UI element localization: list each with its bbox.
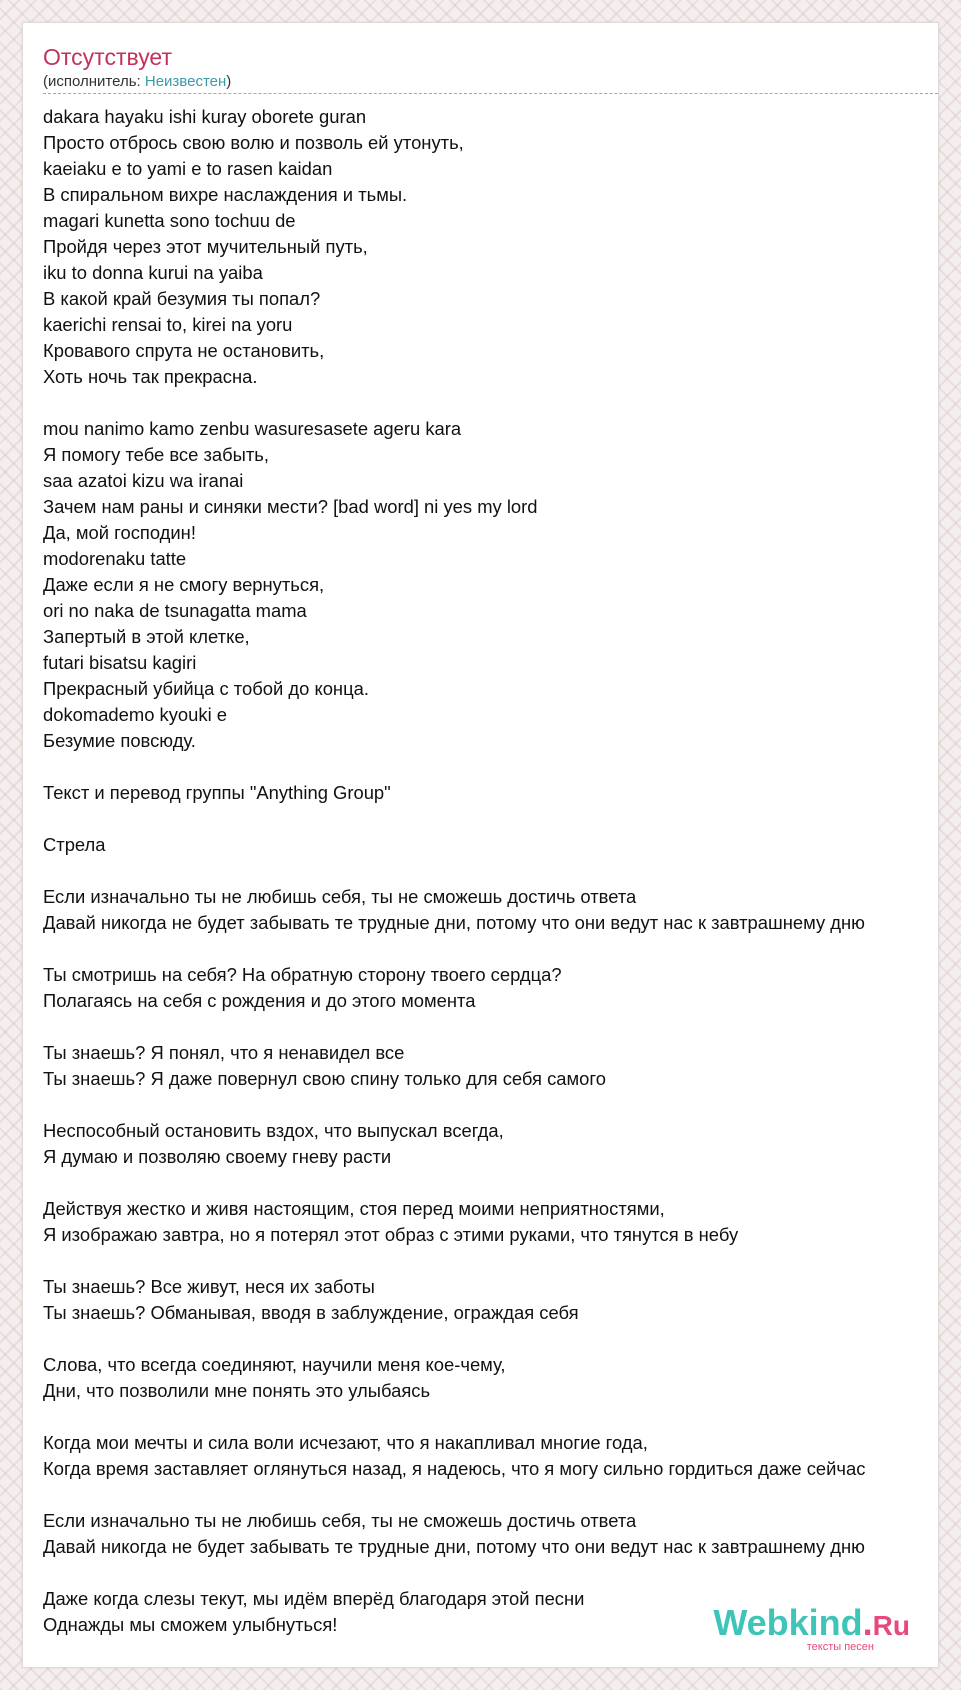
lyric-line: Хоть ночь так прекрасна. [43, 366, 258, 387]
lyric-blank-line [43, 1170, 939, 1196]
logo-name: Webkind [713, 1602, 863, 1643]
lyric-blank-line [43, 806, 939, 832]
lyric-line: Да, мой господин! [43, 522, 196, 543]
lyric-line: Я помогу тебе все забыть, [43, 444, 269, 465]
lyric-blank-line [43, 936, 939, 962]
lyric-line: Ты знаешь? Я даже повернул свою спину только для себя самого [43, 1068, 606, 1089]
lyric-line: ori no naka de tsunagatta mama [43, 600, 307, 621]
lyric-blank-line [43, 1248, 939, 1274]
lyric-line: futari bisatsu kagiri [43, 652, 197, 673]
lyric-line: В спиральном вихре наслаждения и тьмы. [43, 184, 408, 205]
lyric-line: Если изначально ты не любишь себя, ты не сможешь достичь ответа [43, 1510, 637, 1531]
lyric-line: Пройдя через этот мучительный путь, [43, 236, 368, 257]
song-header [43, 43, 920, 92]
lyric-line: dokomademo kyouki e [43, 704, 228, 725]
lyric-blank-line [43, 754, 939, 780]
lyric-line: Однажды мы сможем улыбнуться! [43, 1614, 338, 1635]
lyric-line: Если изначально ты не любишь себя, ты не сможешь достичь ответа [43, 886, 637, 907]
lyric-line: Прекрасный убийца с тобой до конца. [43, 678, 369, 699]
lyric-line: Давай никогда не будет забывать те трудные дни, потому что они ведут нас к завтрашнему дню [43, 912, 865, 933]
lyric-line: Слова, что всегда соединяют, научили меня кое-чему, [43, 1354, 506, 1375]
lyric-line: mou nanimo kamo zenbu wasuresasete ageru kara [43, 418, 462, 439]
lyric-line: Просто отбрось свою волю и позволь ей утонуть, [43, 132, 464, 153]
lyric-line: Я изображаю завтра, но я потерял этот образ с этими руками, что тянутся в небу [43, 1224, 739, 1245]
lyric-line: Стрела [43, 834, 106, 855]
lyric-line: Дни, что позволили мне понять это улыбаясь [43, 1380, 431, 1401]
lyrics-card [22, 22, 939, 1668]
lyrics-text [43, 104, 939, 1638]
artist-suffix: ) [226, 73, 232, 90]
header-divider [43, 93, 939, 94]
lyric-blank-line [43, 1092, 939, 1118]
lyric-blank-line [43, 1482, 939, 1508]
lyric-line: В какой край безумия ты попал? [43, 288, 321, 309]
lyric-blank-line [43, 1326, 939, 1352]
lyric-line: Давай никогда не будет забывать те трудные дни, потому что они ведут нас к завтрашнему дню [43, 1536, 865, 1557]
lyric-line: Неспособный остановить вздох, что выпускал всегда, [43, 1120, 504, 1141]
logo-dot: . [862, 1602, 873, 1643]
lyric-line: kaerichi rensai to, kirei na yoru [43, 314, 293, 335]
lyric-line: dakara hayaku ishi kuray oborete guran [43, 106, 367, 127]
lyric-line: magari kunetta sono tochuu de [43, 210, 296, 231]
lyric-line: Текст и перевод группы "Anything Group" [43, 782, 391, 803]
lyric-line: Запертый в этой клетке, [43, 626, 250, 647]
logo-tagline: тексты песен [806, 1641, 874, 1653]
lyric-line: Когда мои мечты и сила воли исчезают, что я накапливал многие года, [43, 1432, 648, 1453]
lyric-line: modorenaku tatte [43, 548, 187, 569]
lyric-line: Кровавого спрута не остановить, [43, 340, 325, 361]
lyric-line: Полагаясь на себя с рождения и до этого момента [43, 990, 476, 1011]
lyric-blank-line [43, 858, 939, 884]
lyric-blank-line [43, 390, 939, 416]
lyric-line: saa azatoi kizu wa iranai [43, 470, 244, 491]
artist-line [43, 72, 920, 92]
logo-tld: Ru [872, 1610, 910, 1641]
lyric-line: Ты знаешь? Обманывая, вводя в заблуждение, ограждая себя [43, 1302, 579, 1323]
song-title: Отсутствует [43, 44, 172, 70]
artist-link[interactable]: Неизвестен [144, 73, 227, 90]
lyric-line: Ты смотришь на себя? На обратную сторону твоего сердца? [43, 964, 562, 985]
lyric-line: Даже если я не смогу вернуться, [43, 574, 325, 595]
lyric-blank-line [43, 1014, 939, 1040]
lyric-line: Даже когда слезы текут, мы идём вперёд благодаря этой песни [43, 1588, 585, 1609]
lyric-line: Когда время заставляет оглянуться назад, я надеюсь, что я могу сильно гордиться даже сейчас [43, 1458, 866, 1479]
lyric-line: Ты знаешь? Все живут, неся их заботы [43, 1276, 375, 1297]
lyric-blank-line [43, 1560, 939, 1586]
site-logo[interactable] [713, 1604, 910, 1653]
artist-prefix: (исполнитель: [43, 73, 145, 90]
lyric-line: Ты знаешь? Я понял, что я ненавидел все [43, 1042, 405, 1063]
lyric-blank-line [43, 1404, 939, 1430]
lyric-line: Я думаю и позволяю своему гневу расти [43, 1146, 392, 1167]
lyric-line: Безумие повсюду. [43, 730, 196, 751]
lyric-line: kaeiaku e to yami e to rasen kaidan [43, 158, 333, 179]
lyric-line: iku to donna kurui na yaiba [43, 262, 263, 283]
lyric-line: Действуя жестко и живя настоящим, стоя перед моими неприятностями, [43, 1198, 665, 1219]
logo-wordmark [713, 1604, 910, 1645]
lyric-line: Зачем нам раны и синяки мести? [bad word] ni yes my lord [43, 496, 538, 517]
